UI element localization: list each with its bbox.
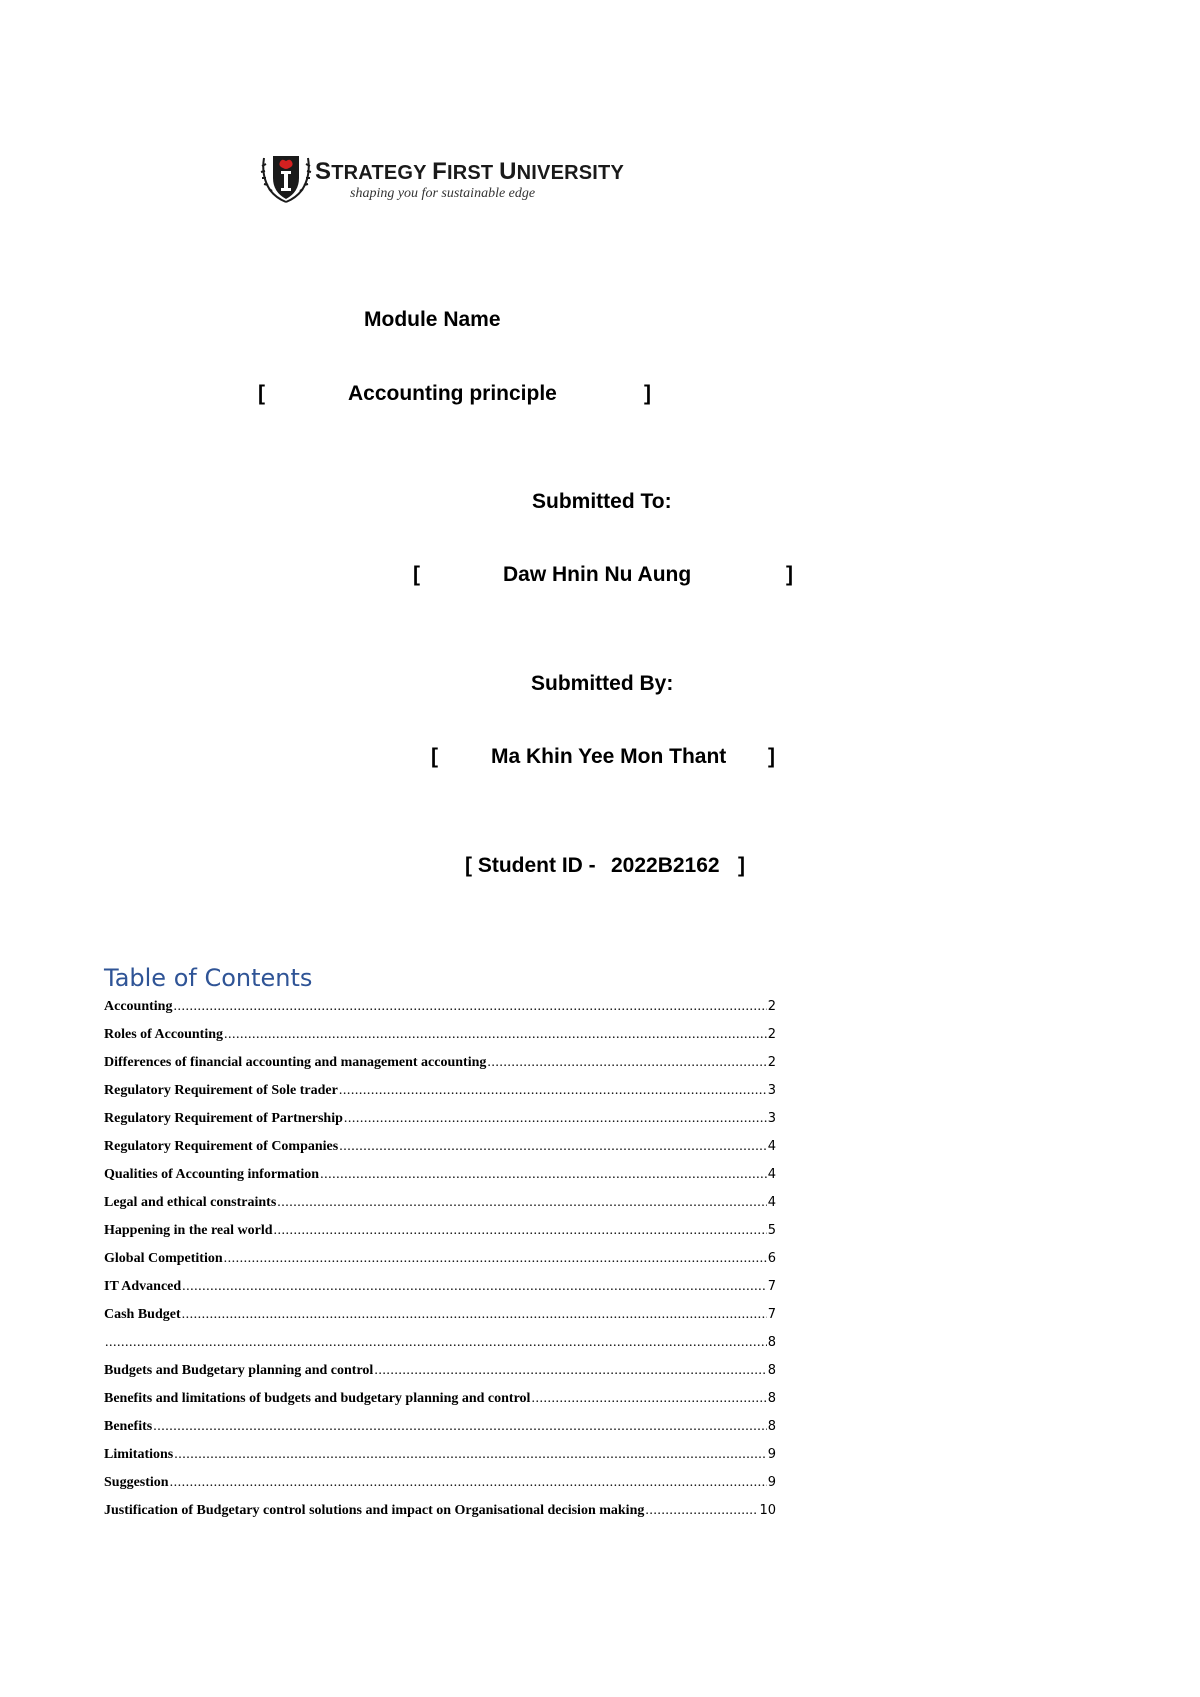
toc-leader-dots (170, 1475, 767, 1491)
submitted-by-heading: Submitted By: (531, 672, 674, 695)
toc-leader-dots (339, 1083, 767, 1099)
toc-entry[interactable] (104, 1139, 776, 1167)
toc-entry-page[interactable]: 5 (767, 1223, 776, 1238)
toc-entry-page[interactable]: 6 (767, 1251, 776, 1266)
toc-entry[interactable] (104, 1475, 776, 1503)
toc-title: Table of Contents (104, 964, 313, 992)
toc-entry[interactable] (104, 1027, 776, 1055)
toc-leader-dots (105, 1335, 767, 1351)
toc-entry-label[interactable]: Differences of financial accounting and management accounting (104, 1055, 487, 1070)
module-close-bracket: ] (644, 382, 651, 405)
toc-leader-dots (487, 1055, 766, 1071)
toc-entry-page[interactable]: 8 (767, 1391, 776, 1406)
toc-leader-dots (173, 999, 766, 1015)
submitted-by-close-bracket: ] (768, 745, 775, 768)
toc-leader-dots (182, 1307, 767, 1323)
toc-entry-page[interactable]: 7 (767, 1279, 776, 1294)
toc-entry-label[interactable]: Happening in the real world (104, 1223, 273, 1238)
toc-entry[interactable] (104, 1419, 776, 1447)
toc-entry-label[interactable]: Regulatory Requirement of Sole trader (104, 1083, 338, 1098)
toc-entry[interactable] (104, 1111, 776, 1139)
toc-entry-page[interactable]: 2 (767, 1055, 776, 1070)
submitted-to-close-bracket: ] (786, 563, 793, 586)
student-id-open: [ Student ID - (465, 854, 596, 877)
toc-entry[interactable] (104, 1055, 776, 1083)
university-name: STRATEGY FIRST UNIVERSITY (315, 158, 625, 185)
university-crest-icon (258, 152, 314, 204)
toc-leader-dots (224, 1027, 767, 1043)
toc-entry-page[interactable]: 4 (767, 1139, 776, 1154)
toc-entry-page[interactable]: 8 (767, 1335, 776, 1350)
toc-entry-page[interactable]: 3 (767, 1111, 776, 1126)
module-name: Accounting principle (348, 382, 557, 405)
module-heading: Module Name (364, 308, 501, 331)
toc-leader-dots (224, 1251, 767, 1267)
toc-entry-label[interactable]: Cash Budget (104, 1307, 181, 1322)
toc-entry-page[interactable]: 4 (767, 1195, 776, 1210)
toc-entry[interactable] (104, 1307, 776, 1335)
toc-entry-label[interactable]: Benefits (104, 1419, 153, 1434)
toc-leader-dots (339, 1139, 766, 1155)
module-open-bracket: [ (258, 382, 265, 405)
toc-entry-page[interactable]: 3 (767, 1083, 776, 1098)
toc-entry[interactable] (104, 1251, 776, 1279)
university-tagline: shaping you for sustainable edge (350, 186, 536, 201)
toc-entry[interactable] (104, 1363, 776, 1391)
toc-leader-dots (182, 1279, 767, 1295)
university-logo (258, 152, 625, 214)
toc-entry-label[interactable]: Global Competition (104, 1251, 223, 1266)
toc-list (104, 999, 776, 1531)
toc-leader-dots (274, 1223, 767, 1239)
submitted-to-name: Daw Hnin Nu Aung (503, 563, 692, 586)
toc-entry-page[interactable]: 2 (767, 1027, 776, 1042)
toc-entry[interactable] (104, 1223, 776, 1251)
toc-leader-dots (174, 1447, 766, 1463)
toc-leader-dots (531, 1391, 766, 1407)
toc-entry-page[interactable]: 4 (767, 1167, 776, 1182)
toc-entry[interactable] (104, 999, 776, 1027)
toc-entry[interactable] (104, 1447, 776, 1475)
toc-entry[interactable] (104, 1391, 776, 1419)
toc-entry-page[interactable]: 8 (767, 1363, 776, 1378)
toc-leader-dots (153, 1419, 767, 1435)
toc-entry-label[interactable]: Benefits and limitations of budgets and budgetary planning and control (104, 1391, 531, 1406)
toc-leader-dots (277, 1195, 766, 1211)
submitted-by-name: Ma Khin Yee Mon Thant (491, 745, 727, 768)
submitted-by-open-bracket: [ (431, 745, 438, 768)
toc-leader-dots (645, 1503, 758, 1519)
toc-entry[interactable] (104, 1083, 776, 1111)
toc-entry-page[interactable]: 7 (767, 1307, 776, 1322)
student-id-value: 2022B2162 (611, 854, 720, 877)
toc-entry-label[interactable]: Justification of Budgetary control solutions and impact on Organisational decision making (104, 1503, 645, 1518)
toc-entry[interactable] (104, 1335, 776, 1363)
toc-entry-label[interactable]: Budgets and Budgetary planning and control (104, 1363, 374, 1378)
toc-leader-dots (320, 1167, 767, 1183)
toc-leader-dots (344, 1111, 767, 1127)
toc-entry-label[interactable]: Roles of Accounting (104, 1027, 223, 1042)
toc-entry-page[interactable]: 8 (767, 1419, 776, 1434)
toc-entry-label[interactable]: Regulatory Requirement of Companies (104, 1139, 339, 1154)
toc-entry[interactable] (104, 1195, 776, 1223)
toc-entry-label[interactable]: Legal and ethical constraints (104, 1195, 277, 1210)
toc-entry-page[interactable]: 9 (767, 1475, 776, 1490)
toc-leader-dots (374, 1363, 766, 1379)
toc-entry[interactable] (104, 1279, 776, 1307)
toc-entry[interactable] (104, 1503, 776, 1531)
toc-entry-page[interactable]: 9 (767, 1447, 776, 1462)
student-id-close: ] (738, 854, 745, 877)
toc-entry-label[interactable]: Limitations (104, 1447, 174, 1462)
toc-entry-label[interactable]: Regulatory Requirement of Partnership (104, 1111, 343, 1126)
toc-entry[interactable] (104, 1167, 776, 1195)
submitted-to-heading: Submitted To: (532, 490, 672, 513)
toc-entry-label[interactable]: Qualities of Accounting information (104, 1167, 320, 1182)
toc-entry-page[interactable]: 10 (759, 1503, 776, 1518)
toc-entry-label[interactable]: IT Advanced (104, 1279, 182, 1294)
toc-entry-label[interactable]: Suggestion (104, 1475, 169, 1490)
toc-entry-page[interactable]: 2 (767, 999, 776, 1014)
submitted-to-open-bracket: [ (413, 563, 420, 586)
toc-entry-label[interactable]: Accounting (104, 999, 173, 1014)
